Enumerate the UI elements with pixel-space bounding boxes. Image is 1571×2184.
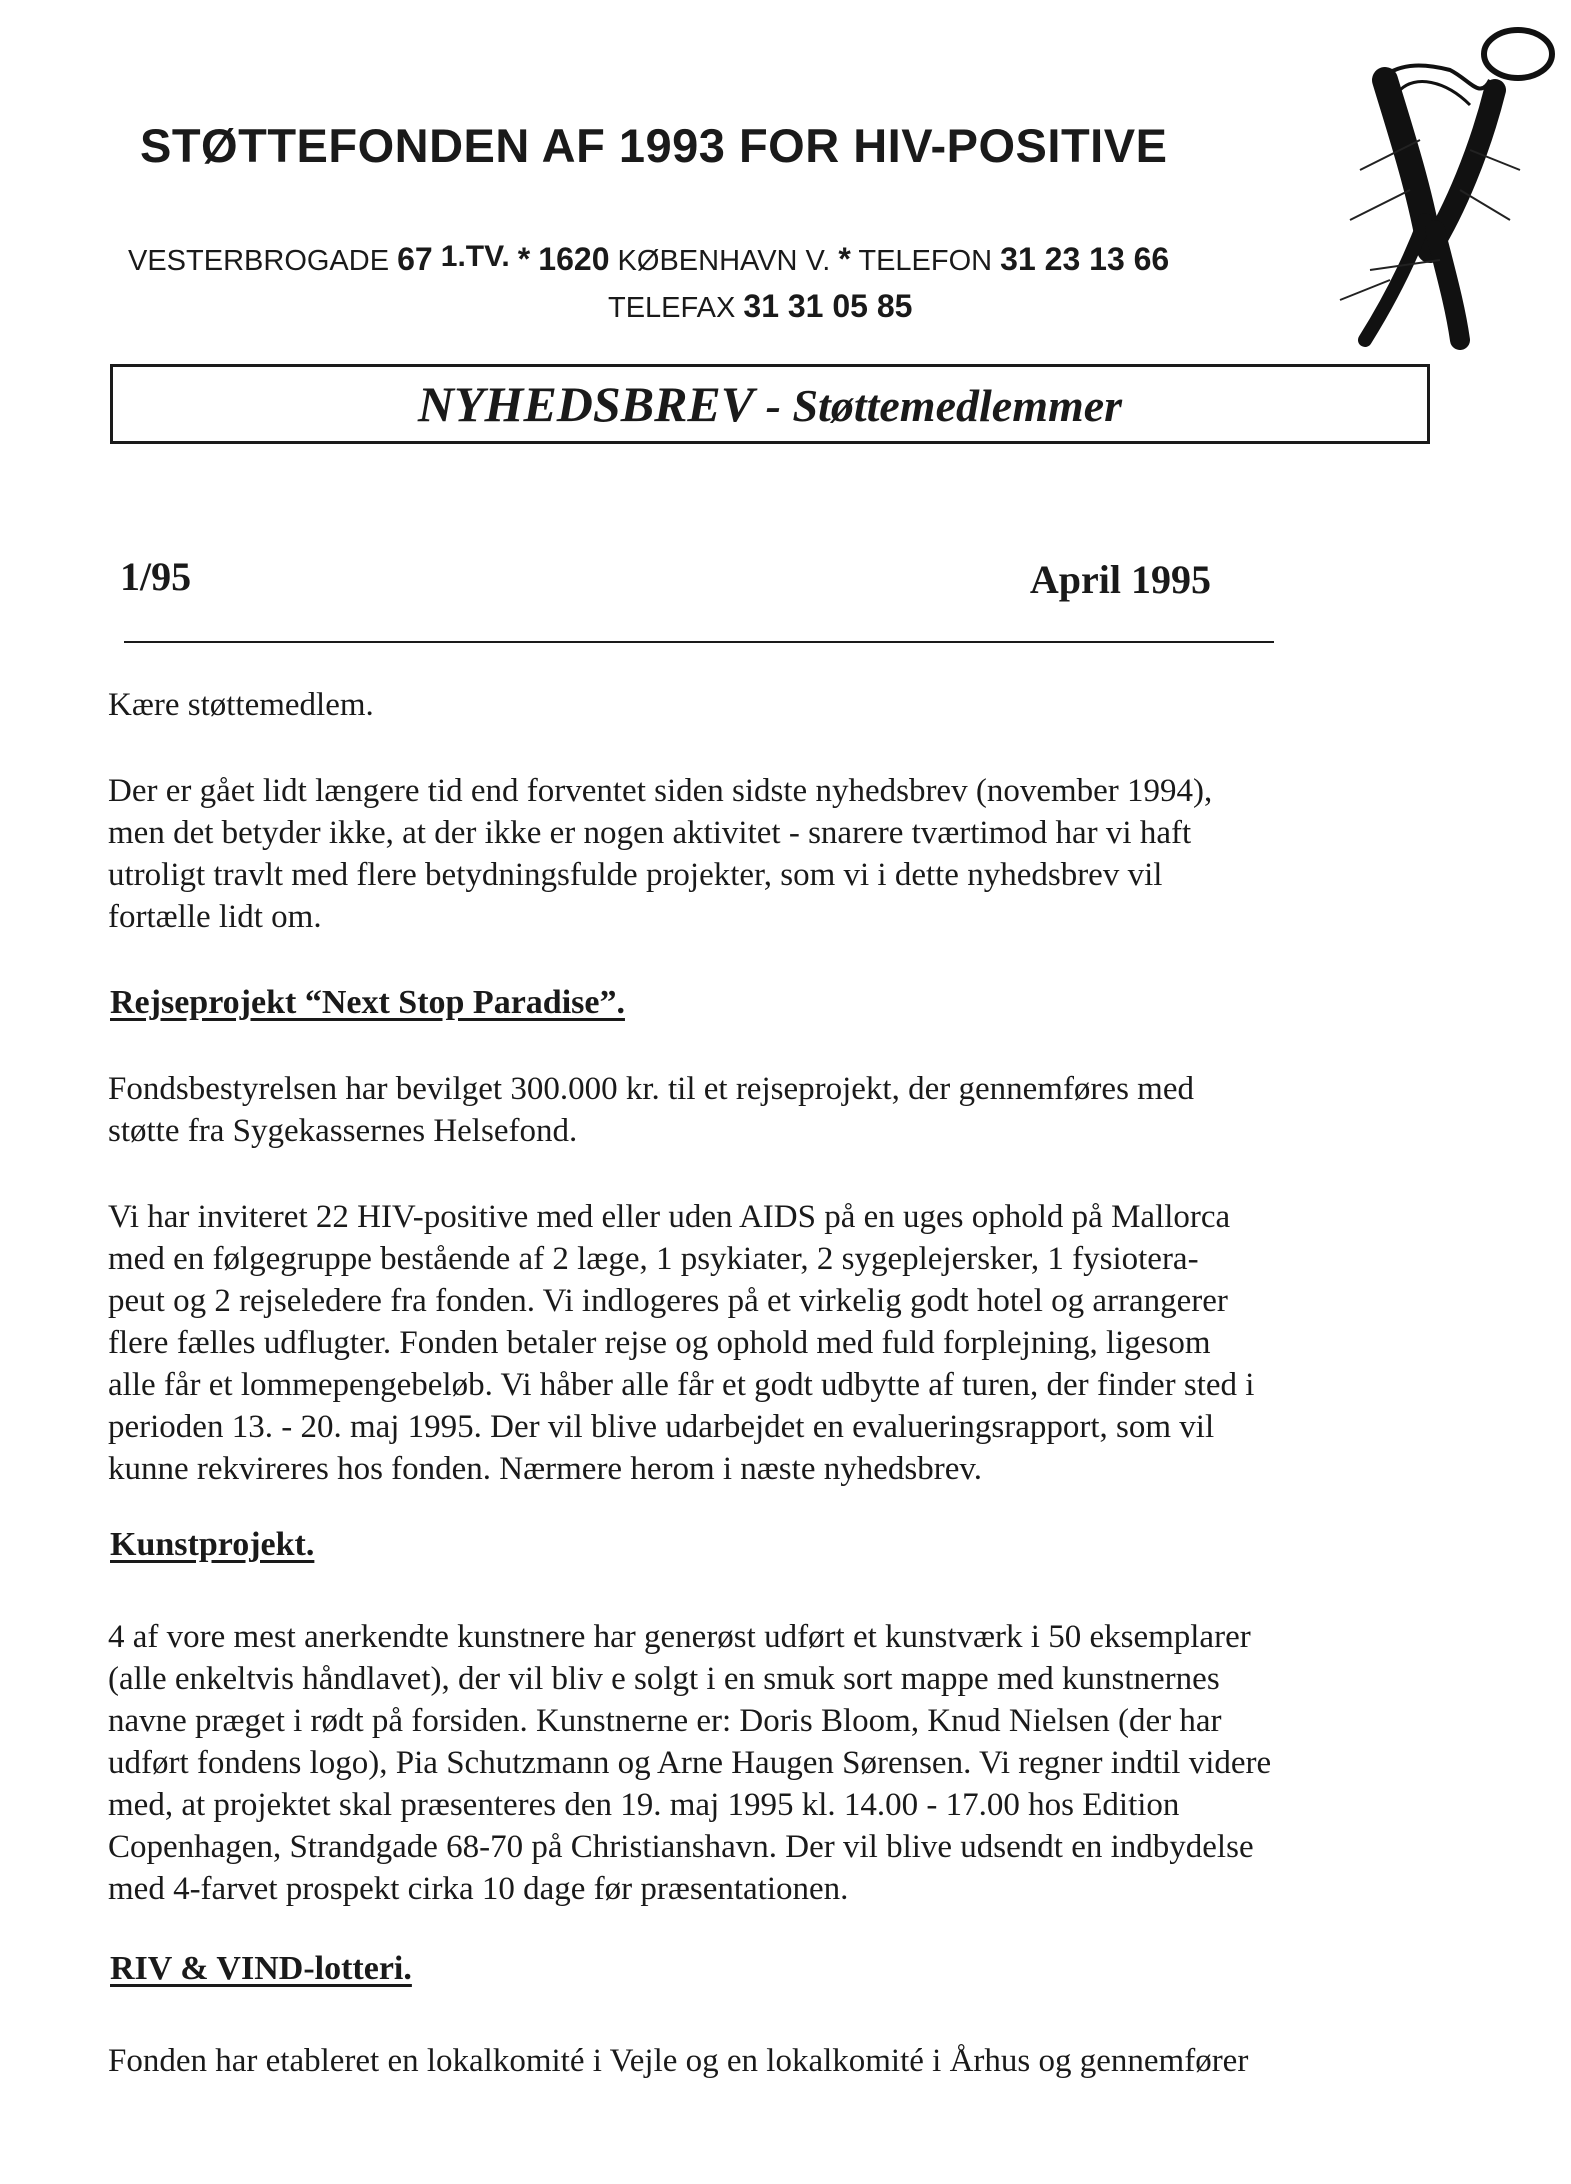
lotteri-paragraph <box>108 2040 1348 2082</box>
text-line: perioden 13. - 20. maj 1995. Der vil blive udarbejdet en evalueringsrapport, som vil <box>108 1409 1215 1445</box>
fax-number: 31 31 05 85 <box>743 288 913 324</box>
text-line: med en følgegruppe bestående af 2 læge, 1 psykiater, 2 sygeplejersker, 1 fysiotera- <box>108 1241 1199 1277</box>
address-street: VESTERBROGADE <box>128 245 390 277</box>
text-line: alle får et lommepengebeløb. Vi håber alle får et godt udbytte af turen, der finder sted i <box>108 1367 1255 1403</box>
fax-label: TELEFAX <box>608 292 736 324</box>
issue-date: April 1995 <box>1029 557 1211 602</box>
text-line: flere fælles udflugter. Fonden betaler rejse og ophold med fuld forplejning, ligesom <box>108 1325 1211 1361</box>
newsletter-banner <box>110 364 1430 444</box>
text-line: Vi har inviteret 22 HIV-positive med eller uden AIDS på en uges ophold på Mallorca <box>108 1199 1231 1235</box>
text-line: støtte fra Sygekassernes Helsefond. <box>108 1113 578 1149</box>
text-line: utroligt travlt med flere betydningsfulde projekter, som vi i dette nyhedsbrev vil <box>108 857 1163 893</box>
text-line: kunne rekvireres hos fonden. Nærmere herom i næste nyhedsbrev. <box>108 1451 982 1487</box>
text-line: fortælle lidt om. <box>108 899 322 935</box>
address-separator: * <box>838 241 851 277</box>
address-line <box>128 240 1169 278</box>
rejseprojekt-paragraph-2 <box>108 1196 1348 1490</box>
text-line: Fondsbestyrelsen har bevilget 300.000 kr. til et rejseprojekt, der gennemføres med <box>108 1071 1194 1107</box>
rejseprojekt-paragraph-1 <box>108 1068 1348 1152</box>
stick-figure-logo-icon <box>1320 20 1560 350</box>
organization-title: STØTTEFONDEN AF 1993 FOR HIV-POSITIVE <box>140 119 1168 172</box>
text-line: Copenhagen, Strandgade 68-70 på Christianshavn. Der vil blive udsendt en indbydelse <box>108 1829 1254 1865</box>
banner-subtitle: Støttemedlemmer <box>792 380 1123 431</box>
text-line: Fonden har etableret en lokalkomité i Vejle og en lokalkomité i Århus og gennemfører <box>108 2043 1249 2079</box>
city: KØBENHAVN V. <box>617 245 831 277</box>
banner-separator: - <box>754 380 793 431</box>
text-line: peut og 2 rejseledere fra fonden. Vi indlogeres på et virkelig godt hotel og arrangerer <box>108 1283 1228 1319</box>
phone-label: TELEFON <box>858 245 993 277</box>
text-line: (alle enkeltvis håndlavet), der vil bliv e solgt i en smuk sort mappe med kunstnernes <box>108 1661 1220 1697</box>
text-line: 4 af vore mest anerkendte kunstnere har generøst udført et kunstværk i 50 eksemplarer <box>108 1619 1251 1655</box>
address-separator: * <box>517 241 531 277</box>
greeting: Kære støttemedlem. <box>108 687 374 723</box>
issue-number: 1/95 <box>120 554 192 599</box>
banner-title: NYHEDSBREV <box>417 376 755 432</box>
fax-line <box>608 288 912 325</box>
address-floor: 1.TV. <box>440 240 510 273</box>
kunstprojekt-paragraph <box>108 1616 1348 1910</box>
address-number: 67 <box>397 241 433 277</box>
phone-number: 31 23 13 66 <box>1000 241 1170 277</box>
text-line: med 4-farvet prospekt cirka 10 dage før præsentationen. <box>108 1871 849 1907</box>
divider-rule <box>124 641 1274 643</box>
text-line: med, at projektet skal præsenteres den 19. maj 1995 kl. 14.00 - 17.00 hos Edition <box>108 1787 1180 1823</box>
text-line: udført fondens logo), Pia Schutzmann og Arne Haugen Sørensen. Vi regner indtil videre <box>108 1745 1272 1781</box>
section-heading-rejseprojekt: Rejseprojekt “Next Stop Paradise”. <box>110 984 625 1021</box>
section-heading-kunstprojekt: Kunstprojekt. <box>110 1526 315 1563</box>
section-heading-lotteri: RIV & VIND-lotteri. <box>110 1950 412 1987</box>
intro-paragraph <box>108 770 1348 938</box>
text-line: men det betyder ikke, at der ikke er nogen aktivitet - snarere tværtimod har vi haft <box>108 815 1192 851</box>
text-line: Der er gået lidt længere tid end forventet siden sidste nyhedsbrev (november 1994), <box>108 773 1213 809</box>
text-line: navne præget i rødt på forsiden. Kunstnerne er: Doris Bloom, Knud Nielsen (der har <box>108 1703 1222 1739</box>
postal-code: 1620 <box>538 241 610 277</box>
